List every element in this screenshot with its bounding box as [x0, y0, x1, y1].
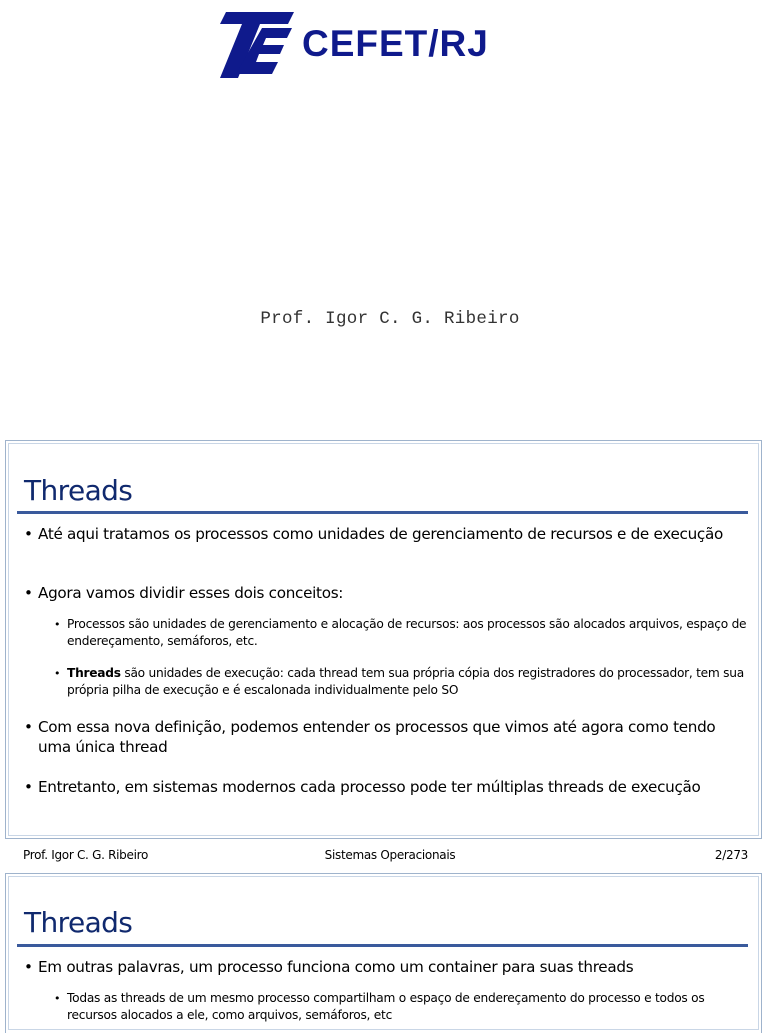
bold-term: Threads [67, 666, 121, 680]
cefet-logo [208, 10, 560, 80]
bullet-item: • Entretanto, em sistemas modernos cada processo pode ter múltiplas threads de execução [24, 777, 749, 797]
bullet-item: • Agora vamos dividir esses dois conceitos: [24, 583, 749, 603]
slide-title: Threads [24, 474, 133, 507]
bullet-item: • Em outras palavras, um processo funciona como um container para suas threads [24, 957, 749, 977]
logo-text: CEFET/RJ [302, 23, 489, 64]
cover-page [0, 0, 768, 438]
cefet-emblem-icon [208, 10, 298, 80]
sub-bullet-text: são unidades de execução: cada thread tem sua própria cópia dos registradores do processador, tem sua própria pilha de execução e é escalonada individualmente pelo SO [67, 666, 744, 697]
footer-page-number: 2/273 [714, 848, 748, 862]
slide-3 [5, 873, 762, 1033]
cover-author: Prof. Igor C. G. Ribeiro [260, 309, 520, 329]
bullet-item: • Até aqui tratamos os processos como unidades de gerenciamento de recursos e de execução [24, 524, 749, 544]
slide-2 [5, 440, 762, 839]
footer-course: Sistemas Operacionais [324, 848, 456, 862]
sub-bullet-item: • Todas as threads de um mesmo processo compartilham o espaço de endereçamento do processo e todos os recursos alocados a ele, como arquivos, semáforos, etc [52, 990, 752, 1024]
slide-footer [0, 848, 768, 868]
title-rule [17, 944, 748, 947]
slide-title: Threads [24, 906, 133, 939]
footer-author: Prof. Igor C. G. Ribeiro [23, 848, 149, 862]
title-rule [17, 511, 748, 514]
sub-bullet-item [52, 665, 752, 699]
sub-bullet-item: • Processos são unidades de gerenciamento e alocação de recursos: aos processos são alocados arquivos, espaço de endereçamento, semáforos, etc. [52, 616, 752, 650]
bullet-item: • Com essa nova definição, podemos entender os processos que vimos até agora como tendo uma única thread [24, 717, 749, 757]
